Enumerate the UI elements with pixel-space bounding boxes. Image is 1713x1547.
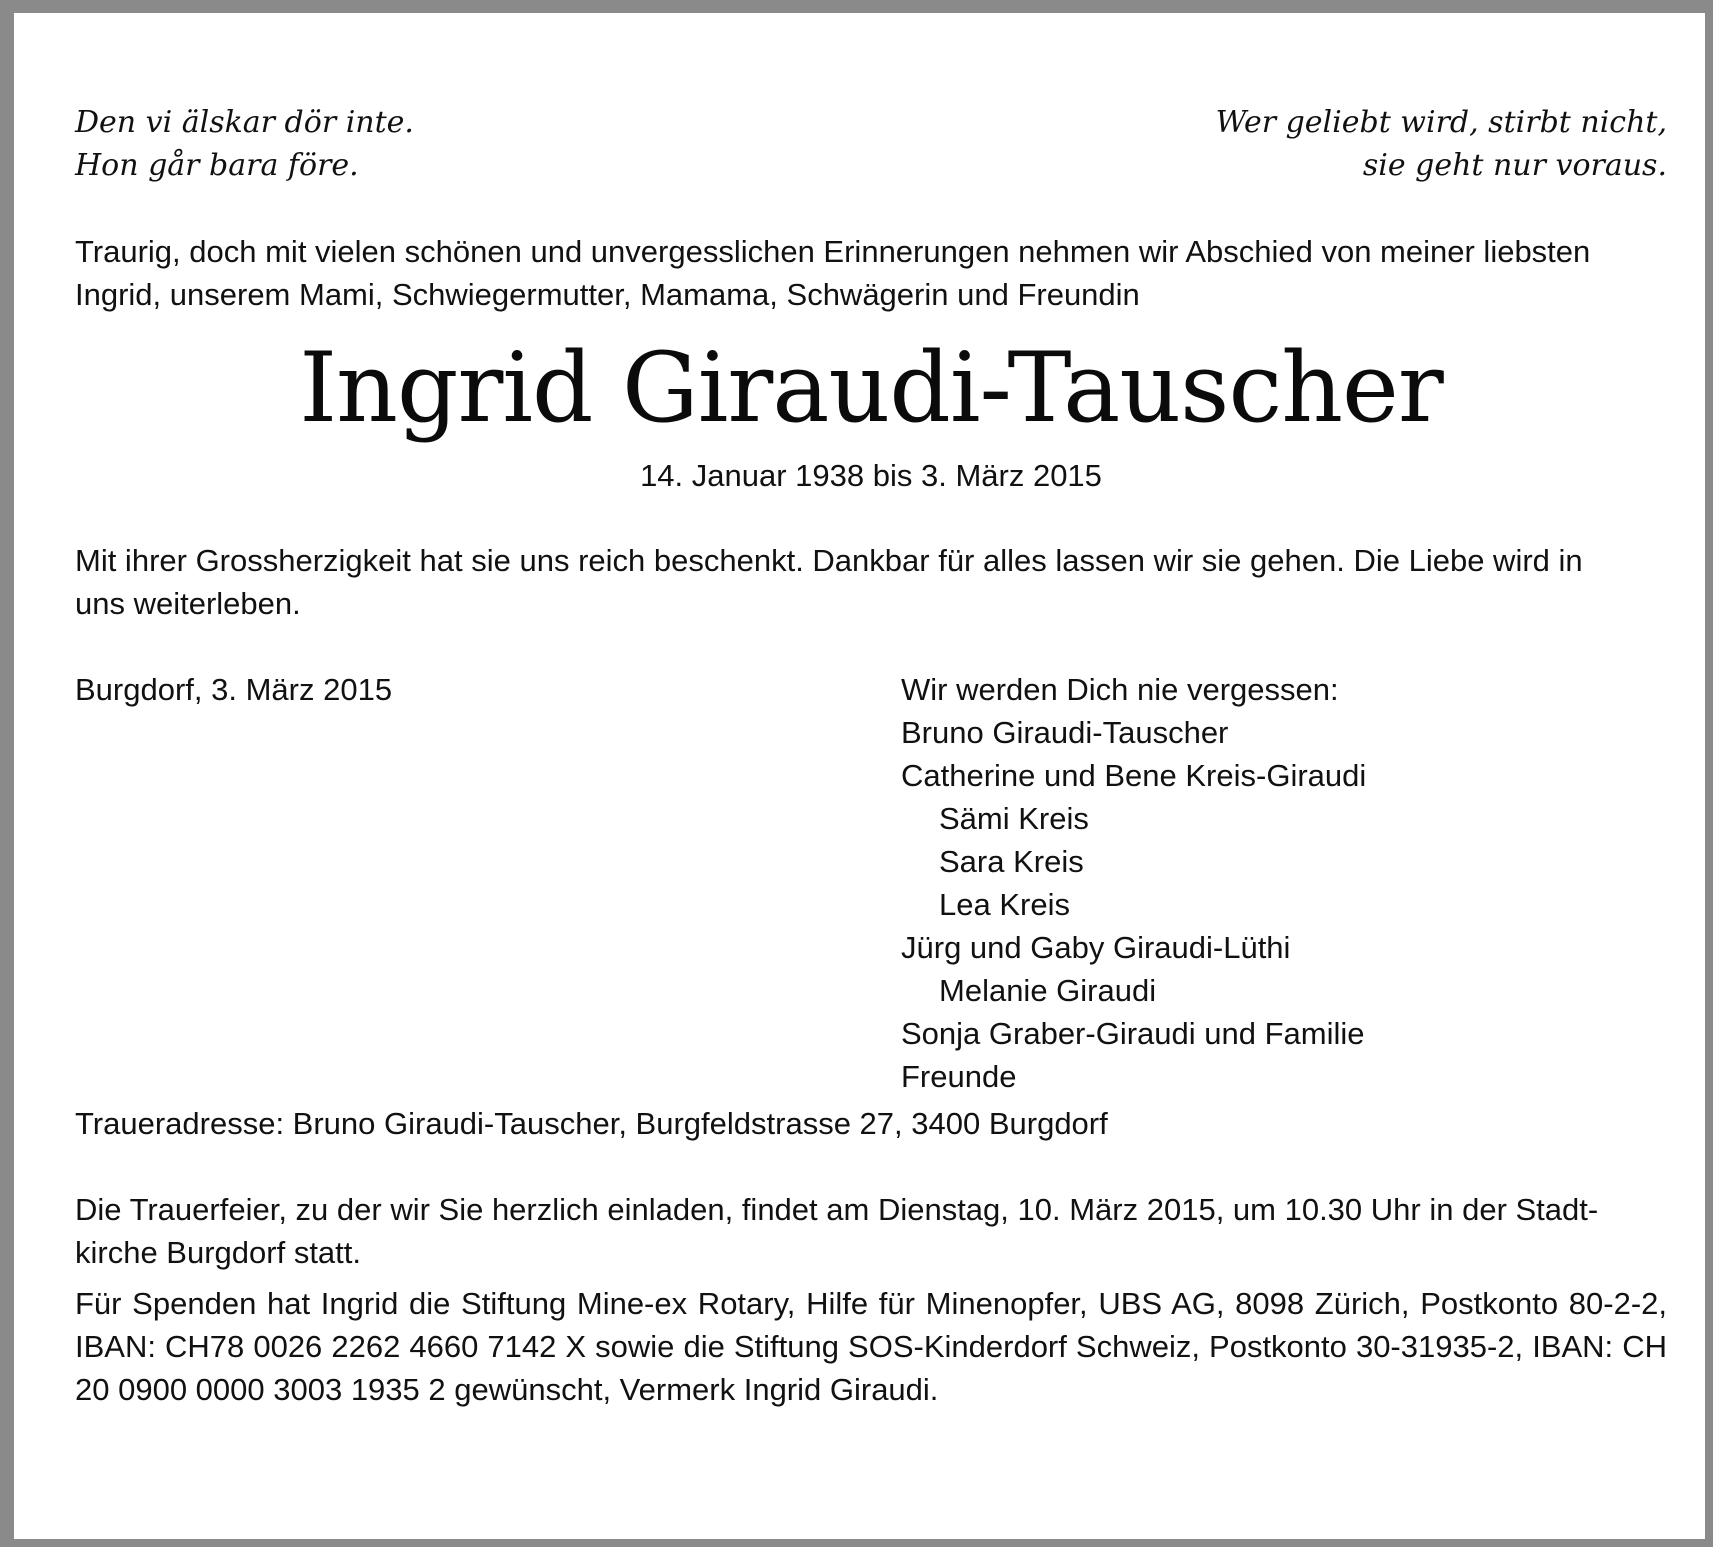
german-quote [1216,101,1667,187]
german-quote-line-1: Wer geliebt wird, stirbt nicht, [1215,105,1667,140]
mourners-list [901,668,1366,1098]
donations-paragraph: Für Spenden hat Ingrid die Stiftung Mine-ex Rotary, Hilfe für Minenopfer, UBS AG, 8098 Zürich, Postkonto 80-2-2, IBAN: CH78 0026 2262 4660 7142 X sowie die Stiftung SOS-Kinderdorf Schweiz, Postkonto 30-31935-2, IBAN: CH 20 0900 0000 3003 1935 2 gewünscht, Vermerk Ingrid Giraudi. [75,1286,1667,1407]
german-quote-line-2: sie geht nur voraus. [1362,148,1667,183]
life-dates: 14. Januar 1938 bis 3. März 2015 [640,458,1102,493]
mourner: Bruno Giraudi-Tauscher [901,715,1229,750]
mourner: Lea Kreis [939,887,1070,922]
tribute-line-2: uns weiterleben. [75,586,301,621]
tribute-paragraph [75,539,1667,625]
mourner: Melanie Giraudi [939,973,1157,1008]
mourner: Jürg und Gaby Giraudi-Lüthi [901,930,1291,965]
mourner: Freunde [901,1059,1017,1094]
swedish-quote-line-1: Den vi älskar dör inte. [75,105,414,140]
intro-line-2: Ingrid, unserem Mami, Schwiegermutter, Mamama, Schwägerin und Freundin [75,277,1140,312]
mourner: Sara Kreis [939,844,1084,879]
ceremony-line-1: Die Trauerfeier, zu der wir Sie herzlich einladen, findet am Dienstag, 10. März 2015, um 10.30 Uhr in der Stadt- [75,1192,1599,1227]
intro-paragraph [75,230,1667,316]
notice-content [75,101,1667,1411]
signature-section [75,668,1667,1098]
ceremony-line-2: kirche Burgdorf statt. [75,1235,362,1270]
mourner: Sämi Kreis [939,801,1089,836]
mourners-heading: Wir werden Dich nie vergessen: [901,672,1339,707]
mourning-address: Traueradresse: Bruno Giraudi-Tauscher, Burgfeldstrasse 27, 3400 Burgdorf [75,1106,1108,1141]
mourner: Catherine und Bene Kreis-Giraudi [901,758,1367,793]
swedish-quote-line-2: Hon går bara före. [75,148,359,183]
swedish-quote [75,101,414,187]
quote-row [75,101,1667,187]
funeral-ceremony [75,1188,1667,1274]
place-date: Burgdorf, 3. März 2015 [75,672,393,707]
mourner: Sonja Graber-Giraudi und Familie [901,1016,1365,1051]
intro-line-1: Traurig, doch mit vielen schönen und unvergesslichen Erinnerungen nehmen wir Abschied von meiner liebsten [75,234,1591,269]
tribute-line-1: Mit ihrer Grossherzigkeit hat sie uns reich beschenkt. Dankbar für alles lassen wir sie gehen. Die Liebe wird in [75,543,1583,578]
deceased-name: Ingrid Giraudi-Tauscher [299,332,1443,444]
